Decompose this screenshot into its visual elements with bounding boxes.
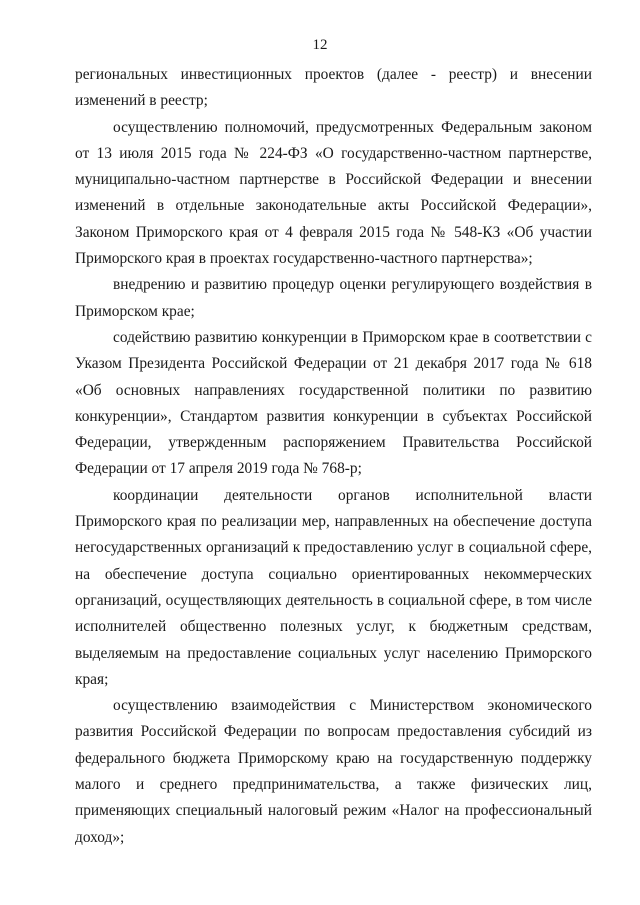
paragraph-public-private-partnership: осуществлению полномочий, предусмотренных Федеральным законом от 13 июля 2015 года № 224-ФЗ «О государственно-частном партнерстве, муниципально-частном партнерстве в Российской Федерации и внесении изменений в отдельные законодательные акты Российской Федерации», Законом Приморского края от 4 февраля 2015 года № 548-КЗ «Об участии Приморского края в проектах государственно-частного партнерства»; [75,118,592,268]
paragraph-registry-continuation: региональных инвестиционных проектов (далее - реестр) и внесении изменений в реестр; [75,66,592,110]
paragraph-ministry-interaction: осуществлению взаимодействия с Министерством экономического развития Российской Федерации по вопросам предоставления субсидий из федерального бюджета Приморскому краю на государственную поддержку малого и среднего предпринимательства, а также физических лиц, применяющих специальный налоговый режим «Налог на профессиональный доход»; [75,697,592,846]
paragraph-social-services-coordination: координации деятельности органов исполнительной власти Приморского края по реализации мер, направленных на обеспечение доступа негосударственных организаций к предоставлению услуг в социальной сфере, на обеспечение доступа социально ориентированных некоммерческих организаций, осуществляющих деятельность в социальной сфере, в том числе исполнителей общественно полезных услуг, к бюджетным средствам, выделяемым на предоставление социальных услуг населению Приморского края; [75,486,592,688]
paragraph-regulatory-impact: внедрению и развитию процедур оценки регулирующего воздействия в Приморском крае; [75,276,592,320]
paragraph-competition-development: содействию развитию конкуренции в Приморском крае в соответствии с Указом Президента Российской Федерации от 21 декабря 2017 года № 618 «Об основных направлениях государственной политики по развитию конкуренции», Стандартом развития конкуренции в субъектах Российской Федерации, утвержденным распоряжением Правительства Российской Федерации от 17 апреля 2019 года № 768-р; [75,328,592,478]
page-number: 12 [312,37,328,53]
document-body [75,62,592,851]
